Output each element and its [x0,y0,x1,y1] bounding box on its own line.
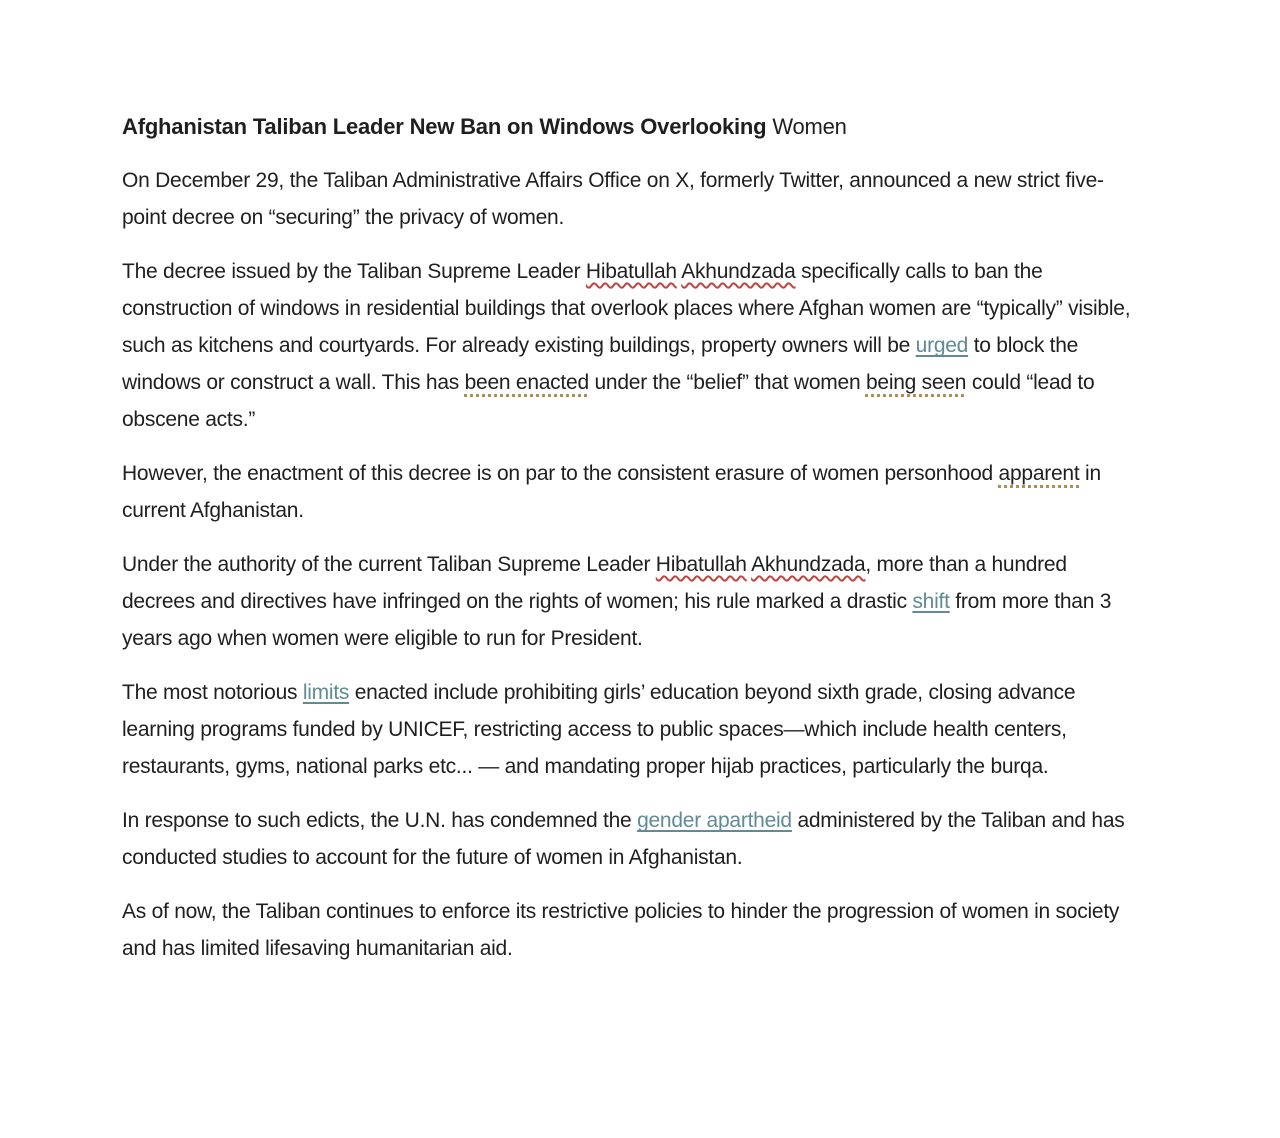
misspelled-word[interactable]: Akhundzada [751,553,866,576]
text-run: However, the enactment of this decree is on par to the consistent erasure of women personhood [122,462,999,485]
text-run: enacted include prohibiting girls’ education beyond sixth grade, closing advance learning programs funded by UNICEF, restricting access to public spaces—which include health centers, restaurants, gyms, national parks etc... — and mandating proper hijab practices, particularly the burqa. [122,681,1076,778]
misspelled-word[interactable]: Hibatullah [585,260,677,283]
text-run: In response to such edicts, the U.N. has condemned the [122,809,638,832]
grammar-flagged-phrase[interactable]: apparent [998,462,1080,485]
text-run: The most notorious [122,681,303,704]
paragraph-1 [122,162,1140,236]
title-regular-text: Women [766,114,847,139]
title-bold-text: Afghanistan Taliban Leader New Ban on Windows Overlooking [122,114,767,139]
text-run: in current Afghanistan. [122,462,1101,522]
text-run: The decree issued by the Taliban Supreme Leader [122,260,586,283]
text-run: under the “belief” that women [588,371,866,394]
paragraph-2 [122,253,1140,438]
paragraph-7 [122,893,1140,967]
hyperlink-urged[interactable]: urged [915,334,969,357]
text-run: could “lead to obscene acts.” [122,371,1095,431]
text-run: administered by the Taliban and has conducted studies to account for the future of women in Afghanistan. [122,809,1125,869]
text-run: Under the authority of the current Taliban Supreme Leader [122,553,656,576]
misspelled-word[interactable]: Hibatullah [655,553,747,576]
hyperlink-gender-apartheid[interactable]: gender apartheid [637,809,792,832]
text-run: specifically calls to ban the construction of windows in residential buildings that overlook places where Afghan women are “typically” visible, such as kitchens and courtyards. For already existing buildings, property owners will be [122,260,1131,357]
text-run: As of now, the Taliban continues to enforce its restrictive policies to hinder the progression of women in society and has limited lifesaving humanitarian aid. [122,900,1120,960]
paragraph-6 [122,802,1140,876]
grammar-flagged-phrase[interactable]: been enacted [464,371,589,394]
text-run: from more than 3 years ago when women were eligible to run for President. [122,590,1112,650]
text-run: , more than a hundred decrees and directives have infringed on the rights of women; his rule marked a drastic [122,553,1067,613]
hyperlink-shift[interactable]: shift [912,590,950,613]
text-run: to block the windows or construct a wall. This has [122,334,1079,394]
grammar-flagged-phrase[interactable]: being seen [865,371,967,394]
text-run: On December 29, the Taliban Administrative Affairs Office on X, formerly Twitter, announced a new strict five-point decree on “securing” the privacy of women. [122,169,1104,229]
paragraph-3 [122,455,1140,529]
misspelled-word[interactable]: Akhundzada [681,260,796,283]
document-title [122,112,1140,142]
paragraph-4 [122,546,1140,657]
paragraph-5 [122,674,1140,785]
hyperlink-limits[interactable]: limits [302,681,350,704]
